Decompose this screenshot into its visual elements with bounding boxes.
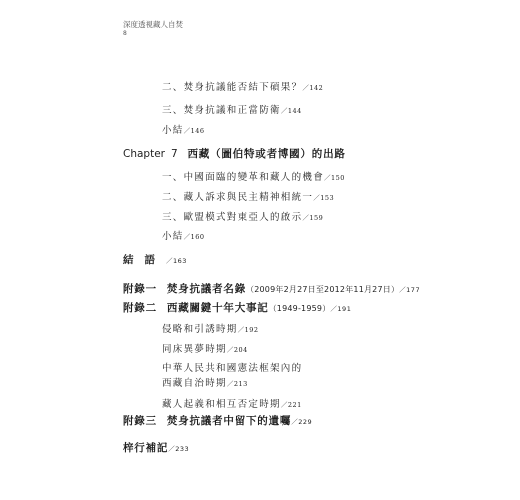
toc-page-ref: ／142 — [302, 84, 324, 92]
toc-entry[interactable] — [162, 191, 334, 205]
toc-entry[interactable] — [162, 171, 345, 185]
toc-page-ref: ／233 — [168, 445, 190, 453]
conclusion-heading[interactable] — [123, 253, 187, 268]
toc-entry-text: 同床異夢時期 — [162, 344, 227, 355]
toc-page-ref: ／160 — [183, 233, 205, 241]
page-number: 8 — [123, 30, 127, 37]
toc-page-ref: ／192 — [237, 326, 259, 334]
toc-entry-text: 侵略和引誘時期 — [162, 324, 238, 335]
toc-entry[interactable] — [162, 81, 323, 95]
appendix-heading[interactable] — [123, 301, 351, 316]
toc-entry-text: 小結 — [162, 231, 184, 242]
appendix-title: 西藏關鍵十年大事記 — [166, 302, 269, 314]
appendix-note: （1949-1959） — [268, 304, 331, 313]
toc-page-ref: ／221 — [280, 401, 302, 409]
appendix-note: （2009年2月27日至2012年11月27日） — [246, 285, 400, 294]
toc-page-ref: ／153 — [313, 194, 335, 202]
appendix-heading[interactable] — [123, 414, 312, 429]
toc-entry-text: 一、中國面臨的變革和藏人的機會 — [162, 172, 325, 183]
toc-page-ref: ／163 — [166, 257, 187, 265]
toc-page-ref: ／150 — [324, 174, 345, 182]
toc-entry-text: 二、藏人訴求與民主精神相統一 — [162, 192, 314, 203]
toc-page-ref: ／146 — [183, 127, 205, 135]
toc-page-ref: ／213 — [226, 380, 248, 388]
chapter-heading[interactable] — [123, 147, 346, 161]
toc-entry-continuation[interactable] — [162, 377, 248, 391]
toc-page-ref: ／177 — [399, 286, 421, 294]
toc-page-ref: ／204 — [226, 346, 248, 354]
toc-entry[interactable] — [162, 124, 205, 138]
toc-entry[interactable] — [162, 398, 302, 412]
running-header — [123, 20, 183, 38]
appendix-label: 附錄三 — [123, 415, 157, 427]
toc-entry-text: 中華人民共和國憲法框架內的 — [162, 363, 303, 374]
postscript-title: 梓行補記 — [123, 442, 169, 454]
postscript-heading[interactable] — [123, 441, 189, 456]
conclusion-title: 結語 — [123, 254, 166, 266]
toc-page-ref: ／159 — [302, 214, 324, 222]
book-title: 深度透視藏人自焚 — [123, 20, 183, 29]
toc-entry-text: 三、歐盟模式對東亞人的啟示 — [162, 212, 303, 223]
toc-entry[interactable] — [162, 343, 248, 357]
toc-page-ref: ／144 — [280, 107, 302, 115]
appendix-label: 附錄二 — [123, 302, 157, 314]
chapter-title: 西藏（圖伯特或者博國）的出路 — [187, 148, 346, 160]
appendix-heading[interactable] — [123, 282, 420, 297]
chapter-label: Chapter — [123, 148, 165, 160]
toc-entry[interactable] — [162, 230, 205, 244]
toc-entry-text: 二、焚身抗議能否結下碩果？ — [162, 82, 303, 93]
toc-entry[interactable] — [162, 362, 302, 376]
toc-entry[interactable] — [162, 104, 302, 118]
toc-entry[interactable] — [162, 323, 259, 337]
chapter-number: 7 — [170, 148, 179, 160]
toc-entry-text: 小結 — [162, 125, 184, 136]
appendix-label: 附錄一 — [123, 283, 157, 295]
toc-page-ref: ／229 — [291, 418, 313, 426]
toc-entry-text: 三、焚身抗議和正當防衛 — [162, 105, 281, 116]
toc-entry-text: 藏人起義和相互否定時期 — [162, 399, 281, 410]
toc-page-ref: ／191 — [330, 305, 352, 313]
appendix-title: 焚身抗議者中留下的遺囑 — [166, 415, 292, 427]
toc-entry-text: 西藏自治時期 — [162, 378, 227, 389]
toc-entry[interactable] — [162, 211, 323, 225]
appendix-title: 焚身抗議者名錄 — [166, 283, 247, 295]
